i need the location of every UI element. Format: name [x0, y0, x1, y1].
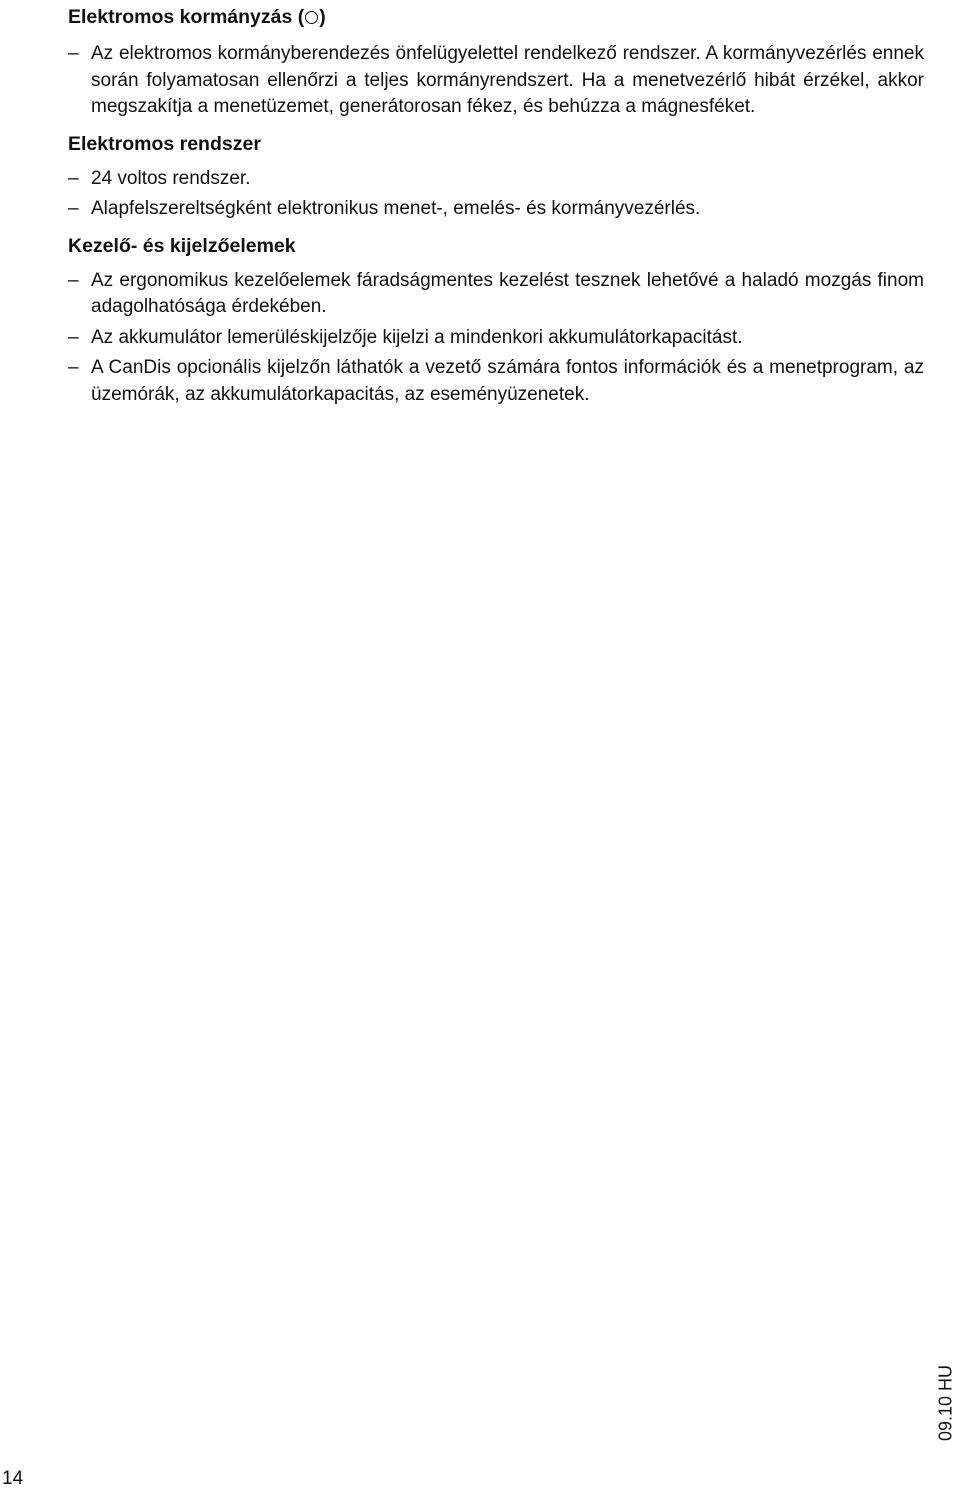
heading-text: Elektromos kormányzás ( — [68, 6, 305, 28]
list-item-text: Alapfelszereltségként elektronikus menet-, emelés- és kormányvezérlés. — [91, 198, 701, 219]
list-item — [68, 325, 924, 352]
dash-marker: – — [68, 357, 79, 378]
page-number: 14 — [2, 1468, 24, 1489]
dash-marker: – — [68, 167, 79, 189]
list-item-text: 24 voltos rendszer. — [91, 167, 251, 189]
footer-date-text: 09.10 HU — [935, 1364, 956, 1442]
section-heading-electric-steering — [68, 4, 924, 30]
list-item-text: Az elektromos kormányberendezés önfelügyelettel rendelkező rendszer. A kormányvezérlés ennek során folyamatosan ellenőrzi a teljes kormányrendszert. Ha a menetvezérlő hibát érzékel, akkor megszakítja a menetüzemet, generátorosan fékez, és behúzza a mágnesféket. — [91, 43, 924, 117]
list-item-text: A CanDis opcionális kijelzőn láthatók a vezető számára fontos információk és a menetprogram, az üzemórák, az akkumulátorkapacitás, az eseményüzenetek. — [91, 357, 924, 405]
section-heading-controls-displays: Kezelő- és kijelzőelemek — [68, 234, 296, 257]
circle-outline-icon — [305, 11, 318, 24]
dash-marker: – — [68, 269, 79, 291]
footer-date — [928, 1363, 960, 1443]
list-item-text: Az akkumulátor lemerüléskijelzője kijelzi a mindenkori akkumulátorkapacitást. — [91, 326, 743, 348]
list-item — [68, 268, 924, 321]
dash-marker: – — [68, 326, 79, 348]
section-heading-electric-system: Elektromos rendszer — [68, 132, 261, 155]
heading-suffix: ) — [319, 6, 326, 28]
list-item-text: Az ergonomikus kezelőelemek fáradságmentes kezelést tesznek lehetővé a haladó mozgás finom adagolhatósága érdekében. — [91, 269, 924, 317]
list-item — [68, 196, 924, 223]
list-item — [68, 355, 924, 408]
page-content — [68, 4, 924, 408]
list-item — [68, 41, 924, 121]
list-item — [68, 166, 924, 193]
dash-marker: – — [68, 43, 79, 64]
dash-marker: – — [68, 198, 79, 219]
